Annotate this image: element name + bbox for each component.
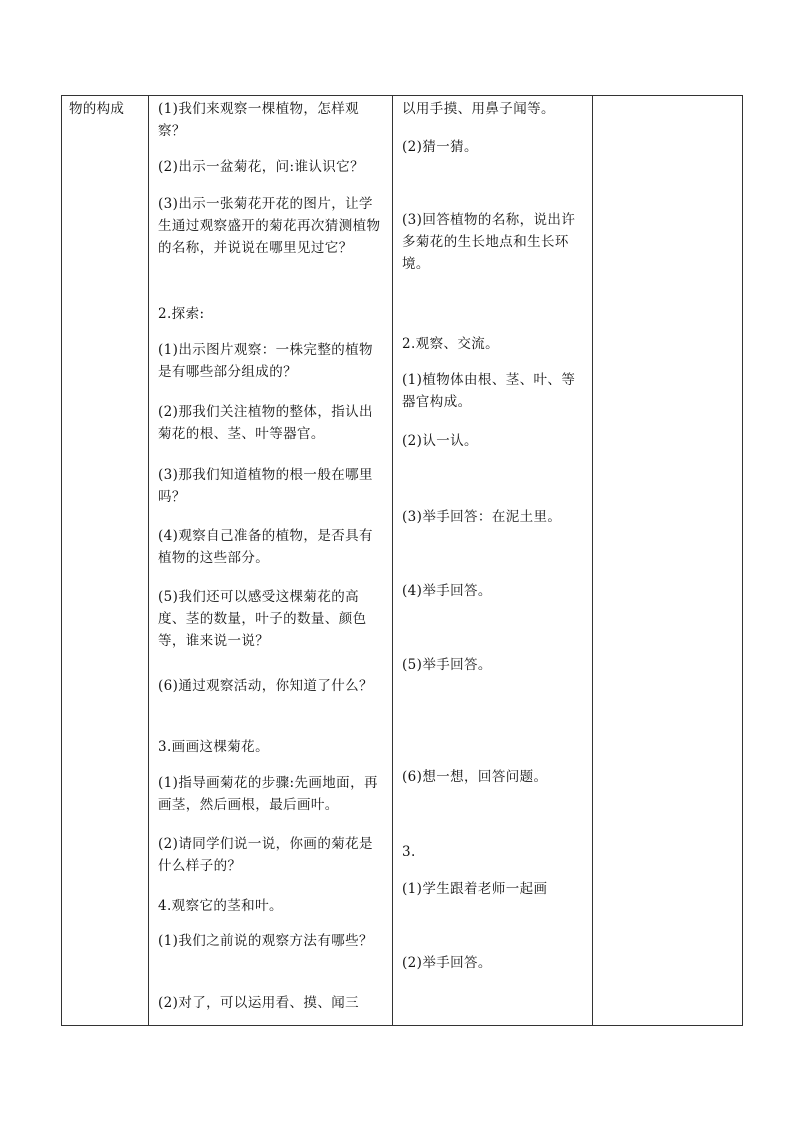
student-item: (3)举手回答：在泥土里。 <box>402 509 562 525</box>
teacher-item: (1)出示图片观察：一株完整的植物是有哪些部分组成的？ <box>158 342 373 380</box>
teacher-item: (1)指导画菊花的步骤:先画地面，再画茎，然后画根，最后画叶。 <box>158 775 378 813</box>
teacher-item: (3)那我们知道植物的根一般在哪里吗？ <box>158 467 373 505</box>
teacher-item: (6)通过观察活动，你知道了什么？ <box>158 678 373 694</box>
section-title: 物的构成 <box>69 101 125 117</box>
student-item: (6)想一想，回答问题。 <box>402 769 548 785</box>
teacher-item: 2.探索: <box>158 306 205 322</box>
teacher-item: (3)出示一张菊花开花的图片，让学生通过观察盛开的菊花再次猜测植物的名称，并说说在哪里见过它？ <box>158 196 381 256</box>
teacher-item: (1)我们来观察一棵植物，怎样观察？ <box>158 101 360 139</box>
student-item: (4)举手回答。 <box>402 583 492 599</box>
student-item: 2.观察、交流。 <box>402 336 500 352</box>
teacher-item: (1)我们之前说的观察方法有哪些？ <box>158 933 373 949</box>
student-item: (1)植物体由根、茎、叶、等器官构成。 <box>402 372 576 410</box>
student-item: (5)举手回答。 <box>402 657 492 673</box>
student-item: (2)认一认。 <box>402 433 478 449</box>
teacher-item: (2)对了，可以运用看、摸、闻三 <box>158 995 360 1011</box>
teacher-item: 4.观察它的茎和叶。 <box>158 898 283 914</box>
student-item: 3. <box>402 844 416 860</box>
column-section-title <box>62 96 149 1025</box>
teacher-item: (2)出示一盆菊花，问:谁认识它？ <box>158 159 364 175</box>
column-teacher-activities <box>149 96 393 1025</box>
teacher-item: (2)那我们关注植物的整体，指认出菊花的根、茎、叶等器官。 <box>158 404 373 442</box>
lesson-table <box>61 95 743 1026</box>
teacher-item: (5)我们还可以感受这棵菊花的高度、茎的数量，叶子的数量、颜色等，谁来说一说？ <box>158 589 367 649</box>
student-item: (2)举手回答。 <box>402 955 492 971</box>
student-item: 以用手摸、用鼻子闻等。 <box>402 101 555 117</box>
student-item: (3)回答植物的名称，说出许多菊花的生长地点和生长环境。 <box>402 212 576 272</box>
teacher-item: 3.画画这棵菊花。 <box>158 739 269 755</box>
column-student-activities <box>393 96 593 1025</box>
student-item: (1)学生跟着老师一起画 <box>402 881 548 897</box>
teacher-item: (4)观察自己准备的植物，是否具有植物的这些部分。 <box>158 528 373 566</box>
teacher-item: (2)请同学们说一说，你画的菊花是什么样子的？ <box>158 836 373 874</box>
column-notes <box>593 96 743 1025</box>
student-item: (2)猜一猜。 <box>402 139 478 155</box>
